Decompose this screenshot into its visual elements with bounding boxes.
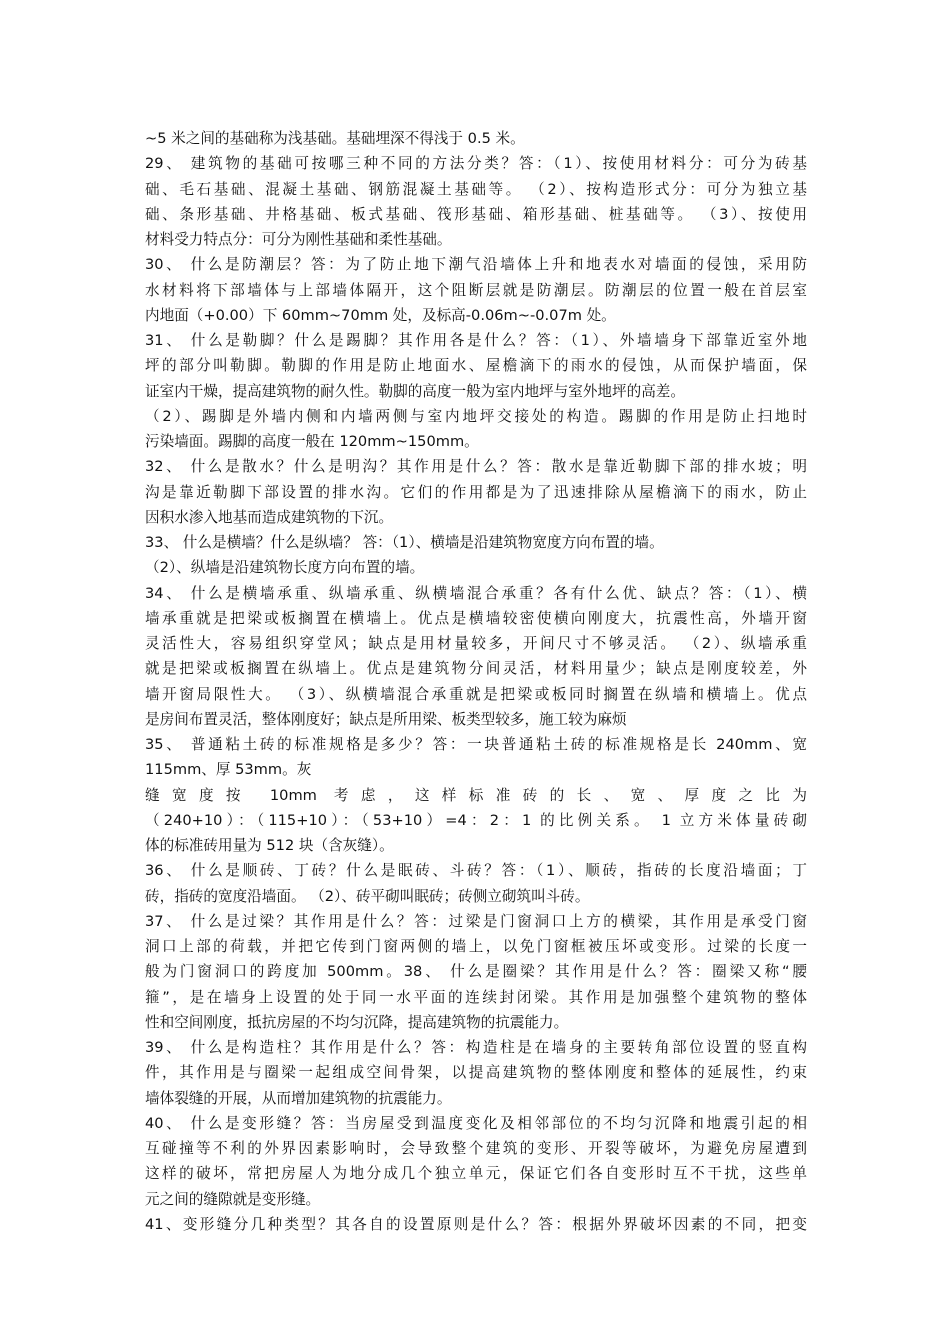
document-body bbox=[145, 126, 807, 1237]
text-line: （2）、纵墙是沿建筑物长度方向布置的墙。 bbox=[145, 559, 425, 577]
text-line: 件，其作用是与圈梁一起组成空间骨架，以提高建筑物的整体刚度和整体的延展性，约束 bbox=[145, 1064, 807, 1082]
text-line: 内地面（+0.00）下 60mm~70mm 处，及标高-0.06m~-0.07m 处。 bbox=[145, 306, 616, 324]
text-line: 41、变形缝分几种类型？其各自的设置原则是什么？答：根据外界破坏因素的不同，把变 bbox=[145, 1215, 807, 1233]
text-line: 元之间的缝隙就是变形缝。 bbox=[145, 1190, 321, 1208]
text-line: 础、条形基础、井格基础、板式基础、筏形基础、箱形基础、桩基础等。 （3）、按使用 bbox=[145, 205, 807, 223]
text-line: 39、 什么是构造柱？其作用是什么？答：构造柱是在墙身的主要转角部位设置的竖直构 bbox=[145, 1039, 807, 1056]
text-line: 就是把梁或板搁置在纵墙上。优点是建筑物分间灵活，材料用量少；缺点是刚度较差，外 bbox=[145, 660, 807, 678]
text-line: 洞口上部的荷载，并把它传到门窗两侧的墙上，以免门窗框被压坏或变形。过梁的长度一 bbox=[145, 938, 807, 955]
text-line: 墙开窗局限性大。 （3）、纵横墙混合承重就是把梁或板同时搁置在纵墙和横墙上。优点 bbox=[145, 685, 807, 703]
text-line: 因积水渗入地基而造成建筑物的下沉。 bbox=[145, 508, 394, 526]
text-line: 29、 建筑物的基础可按哪三种不同的方法分类？答：（1）、按使用材料分：可分为砖基 bbox=[145, 155, 807, 173]
text-line: 115mm、厚 53mm。灰 bbox=[145, 761, 312, 779]
text-line: 墙承重就是把梁或板搁置在横墙上。优点是横墙较密使横向刚度大，抗震性高，外墙开窗 bbox=[145, 609, 807, 627]
text-line: 35、 普通粘土砖的标准规格是多少？答：一块普通粘土砖的标准规格是长 240mm、宽 bbox=[145, 736, 807, 753]
text-line: 体的标准砖用量为 512 块（含灰缝）。 bbox=[145, 837, 394, 854]
text-line: 污染墙面。踢脚的高度一般在 120mm~150mm。 bbox=[145, 433, 479, 450]
text-line: 础、毛石基础、混凝土基础、钢筋混凝土基础等。 （2）、按构造形式分：可分为独立基 bbox=[145, 180, 807, 198]
text-line: 砖，指砖的宽度沿墙面。 （2）、砖平砌叫眠砖；砖侧立砌筑叫斗砖。 bbox=[145, 887, 590, 905]
text-line: 这样的破坏，常把房屋人为地分成几个独立单元，保证它们各自变形时互不干扰，这些单 bbox=[145, 1165, 807, 1183]
text-line: 30、 什么是防潮层？答：为了防止地下潮气沿墙体上升和地表水对墙面的侵蚀，采用防 bbox=[145, 256, 807, 274]
text-line: 32、 什么是散水？什么是明沟？其作用是什么？答：散水是靠近勒脚下部的排水坡；明 bbox=[145, 458, 807, 476]
text-line: 箍”，是在墙身上设置的处于同一水平面的连续封闭梁。其作用是加强整个建筑物的整体 bbox=[145, 988, 807, 1006]
text-line: 31、 什么是勒脚？什么是踢脚？其作用各是什么？答：（1）、外墙墙身下部靠近室外地 bbox=[145, 332, 807, 349]
text-line: 37、 什么是过梁？其作用是什么？答：过梁是门窗洞口上方的横梁，其作用是承受门窗 bbox=[145, 912, 807, 930]
text-line: 34、 什么是横墙承重、纵墙承重、纵横墙混合承重？各有什么优、缺点？答：（1）、横 bbox=[145, 584, 807, 602]
text-line: 互碰撞等不利的外界因素影响时，会导致整个建筑的变形、开裂等破坏，为避免房屋遭到 bbox=[145, 1140, 807, 1157]
text-line: ~5 米之间的基础称为浅基础。基础埋深不得浅于 0.5 米。 bbox=[145, 130, 525, 147]
text-line: 33、 什么是横墙？什么是纵墙？ 答：（1）、横墙是沿建筑物宽度方向布置的墙。 bbox=[145, 534, 664, 551]
text-line: 灵活性大，容易组织穿堂风；缺点是用材量较多，开间尺寸不够灵活。 （2）、纵墙承重 bbox=[145, 635, 807, 652]
text-line: 沟是靠近勒脚下部设置的排水沟。它们的作用都是为了迅速排除从屋檐滴下的雨水，防止 bbox=[145, 483, 807, 501]
text-line: 性和空间刚度，抵抗房屋的不均匀沉降，提高建筑物的抗震能力。 bbox=[145, 1013, 569, 1031]
text-line: 是房间布置灵活，整体刚度好；缺点是所用梁、板类型较多，施工较为麻烦 bbox=[145, 710, 627, 728]
text-line: 缝宽度按 10mm 考虑，这样标准砖的长、宽、厚度之比为 bbox=[145, 786, 807, 804]
text-line: 坪的部分叫勒脚。勒脚的作用是防止地面水、屋檐滴下的雨水的侵蚀，从而保护墙面，保 bbox=[145, 357, 807, 375]
text-line: 36、 什么是顺砖、丁砖？什么是眠砖、斗砖？答：（1）、顺砖，指砖的长度沿墙面；丁 bbox=[145, 862, 807, 880]
text-line: 水材料将下部墙体与上部墙体隔开，这个阻断层就是防潮层。防潮层的位置一般在首层室 bbox=[145, 281, 807, 299]
text-line: （240+10）：（115+10）：（53+10）=4：2：1 的比例关系。 1 立方米体量砖砌 bbox=[145, 811, 807, 829]
text-line: （2）、踢脚是外墙内侧和内墙两侧与室内地坪交接处的构造。踢脚的作用是防止扫地时 bbox=[145, 407, 807, 425]
text-line: 证室内干燥，提高建筑物的耐久性。勒脚的高度一般为室内地坪与室外地坪的高差。 bbox=[145, 382, 685, 400]
text-line: 墙体裂缝的开展，从而增加建筑物的抗震能力。 bbox=[145, 1089, 452, 1107]
text-line: 般为门窗洞口的跨度加 500mm。38、 什么是圈梁？其作用是什么？答：圈梁又称“腰 bbox=[145, 963, 807, 981]
text-line: 40、 什么是变形缝？答：当房屋受到温度变化及相邻部位的不均匀沉降和地震引起的相 bbox=[145, 1114, 807, 1132]
text-line: 材料受力特点分：可分为刚性基础和柔性基础。 bbox=[145, 231, 452, 248]
